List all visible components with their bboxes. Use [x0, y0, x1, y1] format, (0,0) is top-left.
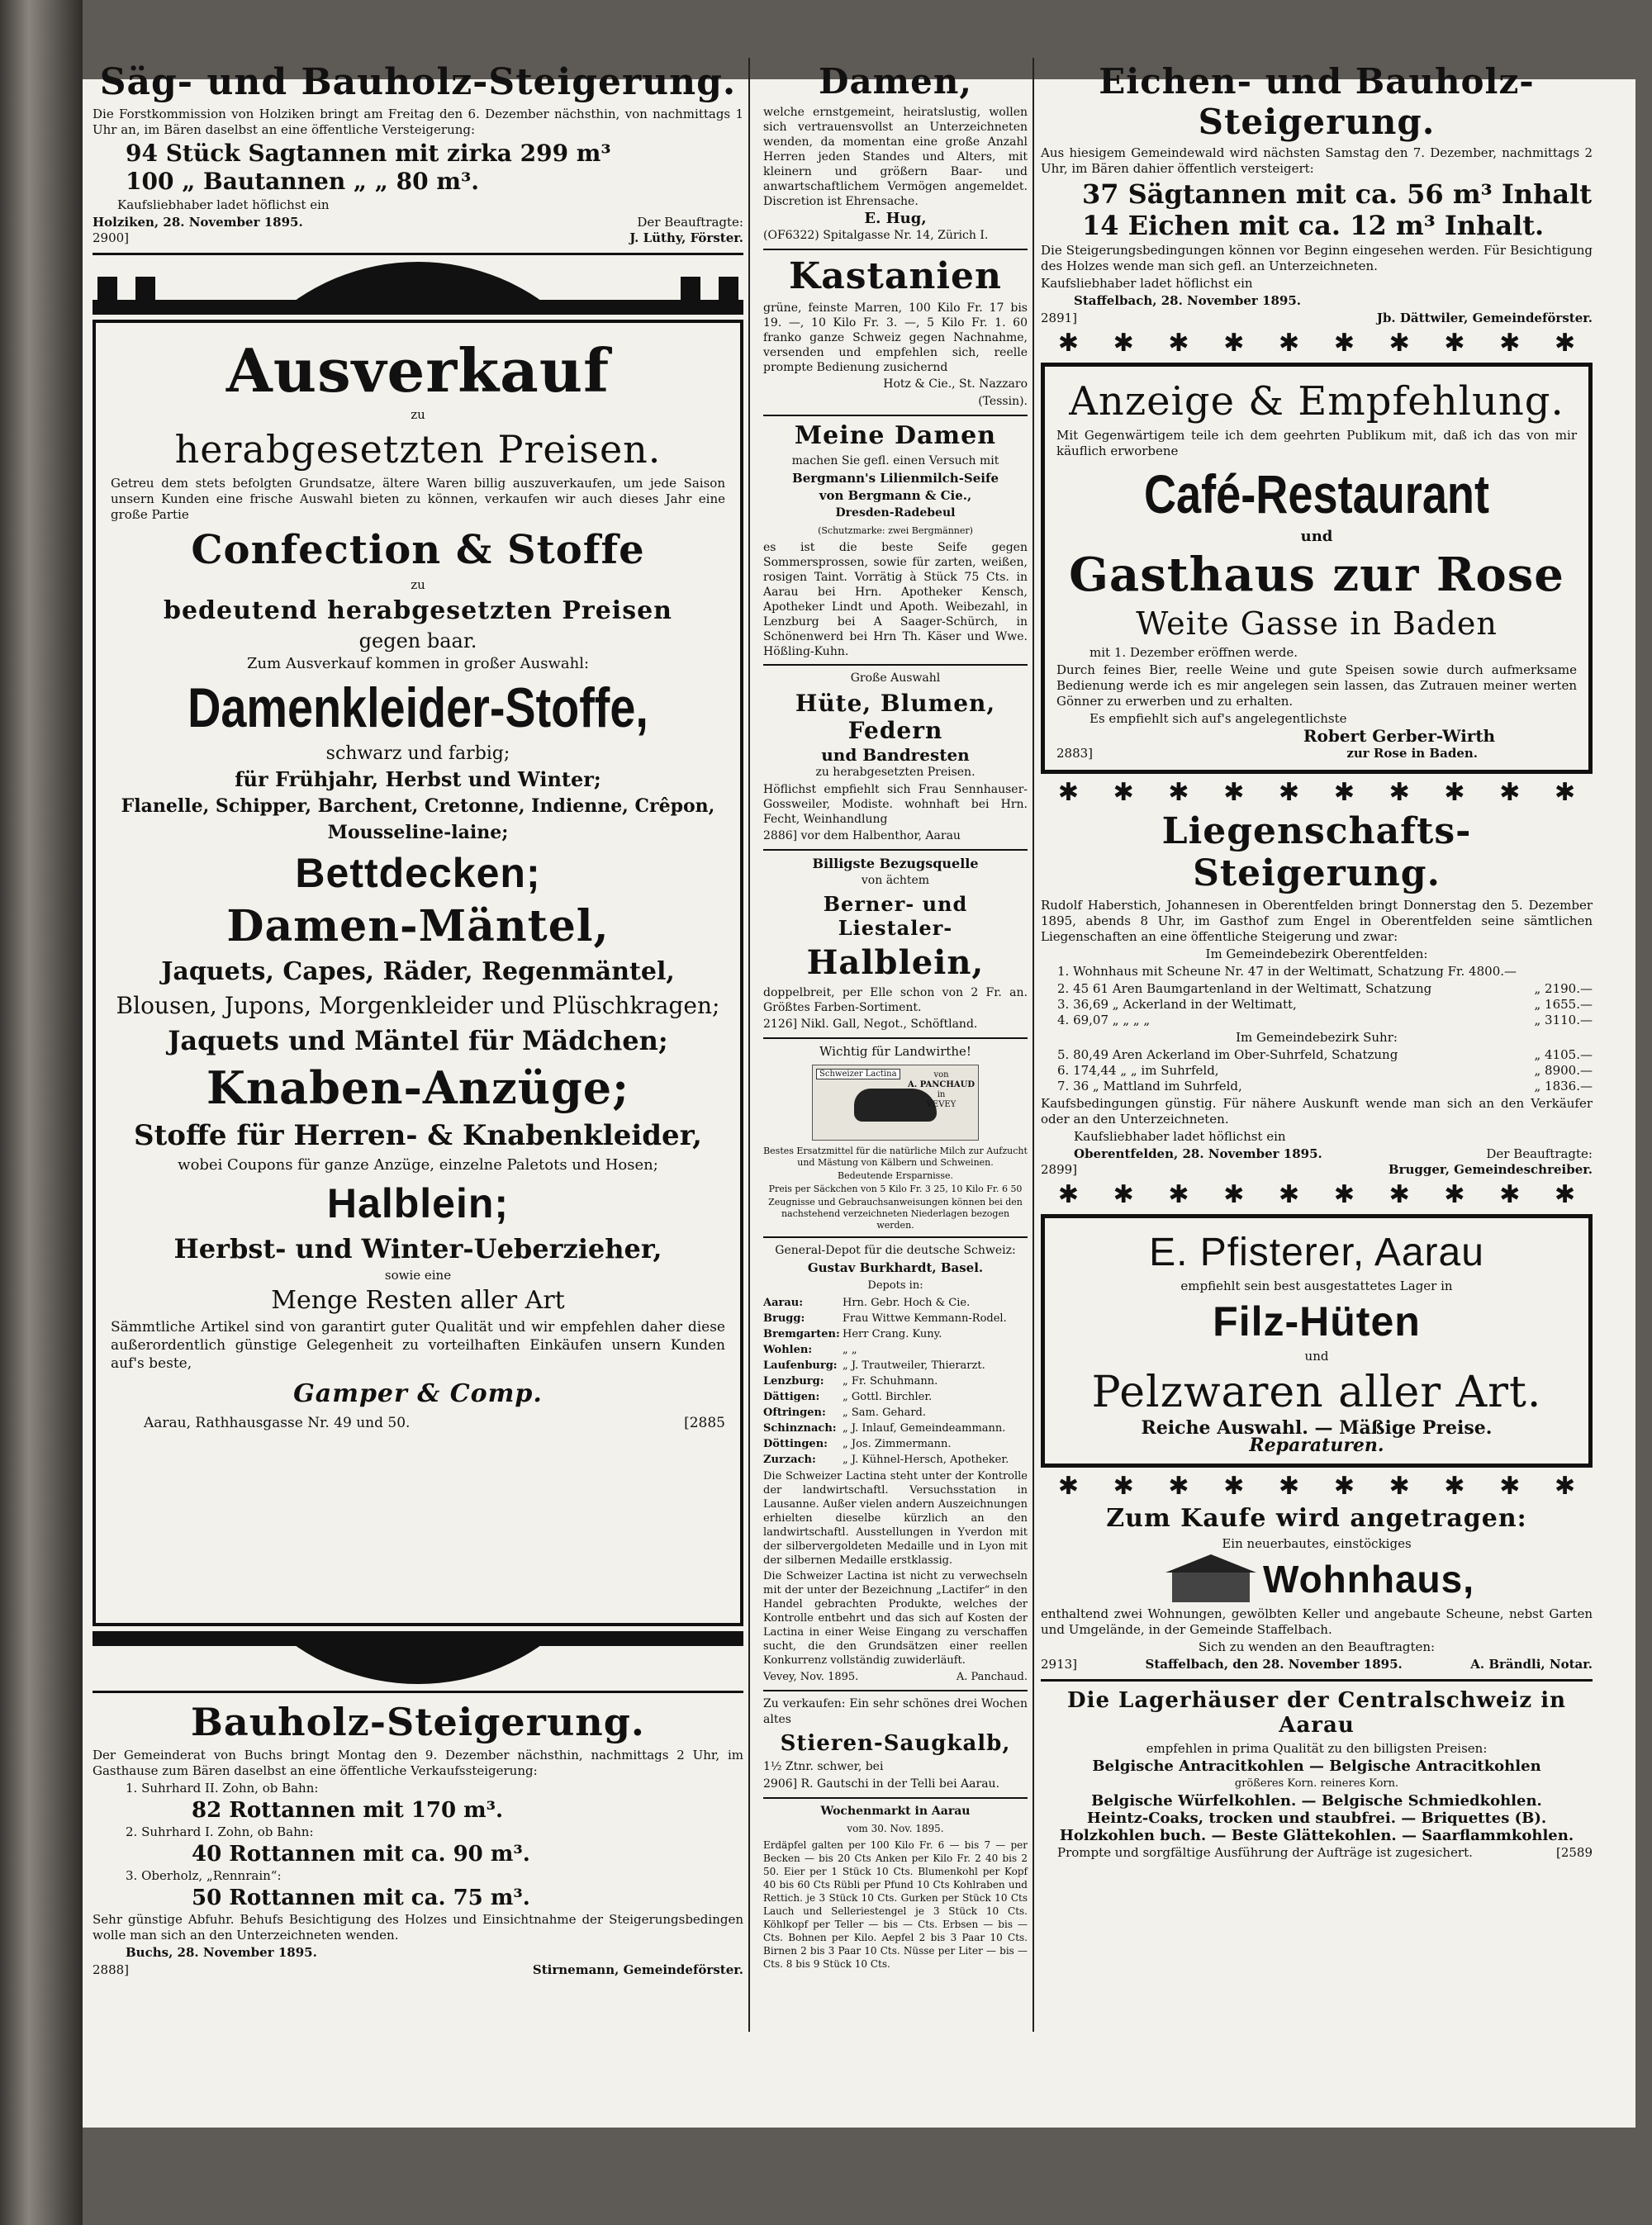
ad-text: Sehr günstige Abfuhr. Behufs Besichtigung des Holzes und Einsichtnahme der Steigerungsbedingen wolle man sich an den Unterzeichneten wenden.: [93, 1912, 743, 1943]
ad-row: 3. 36,69 „ Ackerland in der Weltimatt,: [1057, 997, 1297, 1012]
ad-text: mit 1. Dezember eröffnen werde.: [1089, 645, 1298, 660]
ad-text: Die Schweizer Lactina steht unter der Kontrolle der landwirtschaftl. Versuchsstation in Lausanne. Außer vielen andern Auszeichnungen erhielten dieselbe kürzlich an den landwirtschaftl. Ausstellungen in Yverdon mit der silbervergoldeten Medaille und in Lyon mit der silbernen Medaille erstklassig.: [763, 1470, 1028, 1567]
divider: [93, 1691, 743, 1693]
wochenmarkt: [763, 1804, 1028, 1971]
ad-meine-damen: [763, 421, 1028, 659]
depot-town: Bremgarten:: [763, 1328, 840, 1340]
ad-text: Aus hiesigem Gemeindewald wird nächsten Samstag den 7. Dezember, nachmittags 2 Uhr, im Bären dahier öffentlich versteigert:: [1041, 145, 1593, 176]
depot-row: [763, 1342, 1028, 1358]
ad-text: Ein neuerbautes, einstöckiges: [1222, 1536, 1412, 1551]
ornament-row: ✱ ✱ ✱ ✱ ✱ ✱ ✱ ✱ ✱ ✱: [1057, 1180, 1576, 1209]
depot-town: Lenzburg:: [763, 1375, 824, 1388]
ad-place: Holziken, 28. November 1895.: [93, 215, 303, 230]
ad-kastanien: [763, 255, 1028, 410]
ad-heading: Pelzwaren aller Art.: [1091, 1368, 1542, 1417]
ad-value: „ 8900.—: [1534, 1063, 1593, 1078]
ad-title: Anzeige & Empfehlung.: [1069, 378, 1564, 425]
ad-row: 4. 69,07 „ „ „ „: [1057, 1013, 1151, 1027]
ad-title: Wochenmarkt in Aarau: [820, 1805, 971, 1818]
ad-signer: A. Panchaud.: [956, 1671, 1028, 1683]
ad-signer: A. Brändli, Notar.: [1470, 1657, 1593, 1672]
depot-town: Laufenburg:: [763, 1359, 838, 1372]
ad-heading: Wohnhaus,: [1262, 1558, 1475, 1601]
ad-number: 2126] Nikl. Gall, Negot., Schöftland.: [763, 1018, 978, 1031]
book-spine: [0, 0, 83, 2225]
ad-title: Liegenschafts-Steigerung.: [1161, 810, 1472, 894]
ad-text: Gustav Burkhardt, Basel.: [807, 1260, 984, 1275]
ad-line: Belgische Antracitkohlen — Belgische Antracitkohlen: [1092, 1758, 1541, 1775]
ad-text: Menge Resten aller Art: [271, 1286, 565, 1315]
ad-item: 1. Suhrhard II. Zohn, ob Bahn:: [126, 1781, 319, 1796]
ad-text: Blousen, Jupons, Morgenkleider und Plüschkragen;: [116, 992, 720, 1019]
ad-line: Holzkohlen buch. — Beste Glättekohlen. — Saarflammkohlen.: [1059, 1827, 1574, 1844]
depot-agent: „ Fr. Schuhmann.: [843, 1375, 938, 1388]
depot-town: Aarau:: [763, 1297, 804, 1309]
ad-title: Hüte, Blumen, Federn: [795, 690, 996, 744]
ad-text: Sich zu wenden an den Beauftragten:: [1198, 1639, 1436, 1654]
ad-number: 2883]: [1056, 746, 1094, 761]
ad-text: Rudolf Haberstich, Johannesen in Oberentfelden bringt Donnerstag den 5. Dezember 1895, abends 8 Uhr, im Gasthof zum Engel in Oberentfelden seine sämtlichen Liegenschaften an eine öffentliche Steigerung und zwar:: [1041, 898, 1593, 944]
ornament-row: ✱ ✱ ✱ ✱ ✱ ✱ ✱ ✱ ✱ ✱: [1057, 778, 1576, 807]
ad-text: Erdäpfel galten per 100 Kilo Fr. 6 — bis 7 — per Becken — bis 20 Cts Anken per Kilo Fr. 2 40 bis 2 50. Eier per 1 Stück 10 Cts. Blumenkohl per Kopf 40 bis 60 Cts Rübli per Pfund 10 Cts Kohlraben und Rettich. je 3 Stück 10 Cts. Gurken per Stück 10 Cts Lauch und Selleriestengel je 3 Stück 10 Cts. Köhlkopf per Teller — bis — Cts. Erbsen — bis — Cts. Bohnen per Kilo. Aepfel 2 bis 3 Paar 10 Cts. Birnen 2 bis 3 Paar 10 Cts. Nüsse per Liter — bis — Cts. 8 bis 9 Stück 10 Cts.: [763, 1839, 1028, 1970]
ad-text: und Bandresten: [821, 745, 970, 765]
ad-address: Aarau, Rathhausgasse Nr. 49 und 50.: [144, 1415, 411, 1431]
ad-text: empfiehlt sein best ausgestattetes Lager in: [1180, 1279, 1453, 1293]
ad-text: von ächtem: [861, 874, 930, 887]
ad-place: Oberentfelden, 28. November 1895.: [1074, 1146, 1322, 1161]
arch-ornament: [93, 1631, 743, 1684]
ad-text: und: [1304, 1349, 1329, 1364]
ad-heading: Confection & Stoffe: [191, 527, 645, 573]
ad-firm: Gamper & Comp.: [293, 1379, 543, 1408]
depot-agent: „ Jos. Zimmermann.: [843, 1438, 952, 1450]
ad-eichen: [1041, 61, 1593, 326]
ad-text: Bergmann's Lilienmilch-Seife: [792, 471, 999, 486]
ad-line: 40 Rottannen mit ca. 90 m³.: [192, 1842, 530, 1867]
depot-agent: Herr Crang. Kuny.: [843, 1328, 942, 1340]
ad-title: Säg- und Bauholz-Steigerung.: [99, 61, 737, 103]
ad-text: Im Gemeindebezirk Oberentfelden:: [1205, 946, 1428, 961]
ad-heading: Filz-Hüten: [1213, 1298, 1421, 1345]
ad-text: Die Forstkommission von Holziken bringt am Freitag den 6. Dezember nächsthin, von nachmittags 1 Uhr an, im Bären daselbst an eine öffentliche Versteigerung:: [93, 107, 743, 137]
depot-agent: „ Sam. Gehard.: [843, 1407, 926, 1419]
ad-value: „ 2190.—: [1534, 981, 1593, 996]
ad-heading: Knaben-Anzüge;: [206, 1061, 630, 1114]
divider: [763, 1236, 1028, 1238]
ad-heading: Café-Restaurant: [1143, 463, 1490, 524]
divider: [763, 1690, 1028, 1691]
ad-text: Durch feines Bier, reelle Weine und gute Speisen sowie durch aufmerksame Bedienung werde ich es mir angelegen sein lassen, das Zutrauen meiner werten Gönner zu erwerben und zu erhalten.: [1056, 662, 1577, 709]
ad-place: (Tessin).: [978, 395, 1028, 408]
depot-row: [763, 1358, 1028, 1373]
ad-text: Jaquets und Mäntel für Mädchen;: [168, 1025, 668, 1056]
ad-text: gegen baar.: [358, 629, 477, 652]
divider: [763, 1797, 1028, 1799]
ad-text: Getreu dem stets befolgten Grundsatze, ältere Waren billig auszuverkaufen, um jede Saison unsern Kunden eine frische Auswahl bieten zu können, verkaufen wir auch dieses Jahr eine große Partie: [111, 476, 725, 522]
ad-row: 6. 174,44 „ „ im Suhrfeld,: [1057, 1063, 1219, 1078]
depot-agent: „ Gottl. Birchler.: [843, 1391, 933, 1403]
ad-text: machen Sie gefl. einen Versuch mit: [791, 454, 999, 467]
ad-title: Ausverkauf: [225, 335, 610, 406]
ad-text: Die Schweizer Lactina ist nicht zu verwechseln mit der unter der Bezeichnung „Lactifer“ in den Handel gebrachten Produkte, welches der Kontrolle entbehrt und das sich auf Kosten der Lactina in einer Weise Eingang zu verschaffen sucht, die den Grundsätzen einer reellen Konkurrenz vollständig zuwiderläuft.: [763, 1570, 1028, 1667]
ad-number: 2900]: [93, 230, 130, 245]
ad-title: Kastanien: [788, 255, 1003, 297]
ad-text: sowie eine: [384, 1268, 452, 1283]
ad-title: Meine Damen: [794, 421, 997, 450]
ad-text: Zum Ausverkauf kommen in großer Auswahl:: [246, 655, 590, 672]
ad-value: „ 1836.—: [1534, 1079, 1593, 1094]
ad-text: in: [937, 1090, 946, 1099]
depot-town: Wohlen:: [763, 1344, 813, 1356]
depot-town: Döttingen:: [763, 1438, 828, 1450]
ad-text: Der Gemeinderat von Buchs bringt Montag den 9. Dezember nächsthin, nachmittags 2 Uhr, im Gasthause zum Bären daselbst an eine öffentliche Verkaufssteigerung:: [93, 1748, 743, 1778]
ad-lagerhaeuser: [1041, 1688, 1593, 1861]
ad-place: zur Rose in Baden.: [1346, 746, 1478, 761]
ad-line: Heintz-Coaks, trocken und staubfrei. — Briquettes (B).: [1086, 1810, 1547, 1827]
ad-text: Kaufsbedingungen günstig. Für nähere Auskunft wende man sich an den Verkäufer oder an den Unterzeichneten.: [1041, 1096, 1593, 1127]
ad-text: Mousseline-laine;: [327, 822, 509, 843]
ad-text: für Frühjahr, Herbst und Winter;: [235, 767, 601, 791]
ad-number: 2913]: [1041, 1657, 1078, 1672]
ad-heading: Weite Gasse in Baden: [1136, 605, 1498, 642]
ad-text: grüne, feinste Marren, 100 Kilo Fr. 17 bis 19. —, 10 Kilo Fr. 3. —, 5 Kilo Fr. 1. 60 franko ganze Schweiz gegen Nachnahme, versenden und empfehlen sich, reelle prompte Bedienung zusichernd: [763, 301, 1028, 374]
ad-title: Bauholz-Steigerung.: [191, 1700, 645, 1744]
ad-line: größeres Korn. reineres Korn.: [1234, 1777, 1399, 1790]
ad-heading: bedeutend herabgesetzten Preisen: [163, 596, 672, 625]
ad-title: Eichen- und Bauholz-Steigerung.: [1099, 61, 1535, 142]
column-rule: [748, 58, 750, 2032]
ad-text: schwarz und farbig;: [325, 743, 510, 764]
ad-line: 100 „ Bautannen „ „ 80 m³.: [126, 168, 479, 195]
ad-text: Mit Gegenwärtigem teile ich dem geehrten Publikum mit, daß ich das von mir käuflich erworbene: [1056, 428, 1577, 458]
depot-agent: Hrn. Gebr. Hoch & Cie.: [843, 1297, 971, 1309]
ad-heading: Halblein,: [806, 943, 985, 982]
ad-row: 2. 45 61 Aren Baumgartenland in der Weltimatt, Schatzung: [1057, 981, 1432, 996]
ad-title: E. Pfisterer, Aarau: [1149, 1231, 1484, 1274]
ad-line: Belgische Würfelkohlen. — Belgische Schmiedkohlen.: [1091, 1792, 1542, 1810]
depot-list: [763, 1295, 1028, 1468]
ad-lactina: [763, 1044, 1028, 1685]
ornament-row: ✱ ✱ ✱ ✱ ✱ ✱ ✱ ✱ ✱ ✱: [1057, 329, 1576, 358]
column-1: [93, 58, 743, 1978]
column-2: [763, 58, 1028, 1972]
ad-number: 2899]: [1041, 1162, 1078, 1177]
ad-heading: Gasthaus zur Rose: [1069, 548, 1564, 602]
divider: [763, 664, 1028, 666]
ad-saeg-steigerung: [93, 61, 743, 246]
ad-signer: J. Lüthy, Förster.: [629, 230, 743, 245]
ad-text: zu herabgesetzten Preisen.: [815, 766, 976, 779]
arch-ornament: [93, 262, 743, 315]
depot-row: [763, 1436, 1028, 1452]
ad-name: E. Hug,: [864, 210, 927, 227]
divider: [1041, 1679, 1593, 1682]
ad-address: (OF6322) Spitalgasse Nr. 14, Zürich I.: [763, 229, 989, 242]
ad-text: Die Steigerungsbedingungen können vor Beginn eingesehen werden. Für Besichtigung des Holzes wende man sich gefl. an Unterzeichneten.: [1041, 243, 1593, 273]
divider: [93, 253, 743, 255]
ad-title: Damen,: [819, 61, 972, 102]
ad-text: Im Gemeindebezirk Suhr:: [1236, 1030, 1398, 1045]
ad-text: Stoffe für Herren- & Knabenkleider,: [134, 1119, 702, 1152]
ad-line: 37 Sägtannen mit ca. 56 m³ Inhalt: [1082, 178, 1592, 210]
ad-heading: Damenkleider-Stoffe,: [188, 676, 648, 739]
ad-number: 2891]: [1041, 311, 1078, 325]
column-rule: [1032, 58, 1034, 2032]
ad-title: Stieren-Saugkalb,: [780, 1731, 1011, 1756]
ad-text: Kaufsliebhaber ladet höflichst ein: [1041, 276, 1253, 291]
ad-title: Die Lagerhäuser der Centralschweiz in Aarau: [1067, 1688, 1566, 1738]
ad-title: Billigste Bezugsquelle: [812, 856, 979, 871]
ad-text: General-Depot für die deutsche Schweiz:: [775, 1244, 1016, 1257]
depot-town: Zurzach:: [763, 1454, 816, 1466]
ad-number: 2886] vor dem Halbenthor, Aarau: [763, 829, 961, 842]
ad-damen: [763, 61, 1028, 244]
ad-text: Prompte und sorgfältige Ausführung der Aufträge ist zugesichert.: [1057, 1845, 1473, 1860]
ad-signer: Jb. Dättwiler, Gemeindeförster.: [1376, 311, 1593, 325]
ad-liegenschaft: [1041, 810, 1593, 1178]
ad-text: Kaufsliebhaber ladet höflichst ein: [117, 197, 330, 212]
ad-text: A. PANCHAUD: [908, 1080, 975, 1089]
depot-row: [763, 1295, 1028, 1311]
ad-billigste: [763, 856, 1028, 1032]
ad-row: 7. 36 „ Mattland im Suhrfeld,: [1057, 1079, 1242, 1094]
ad-text: VEVEY: [926, 1100, 957, 1109]
ad-number: [2589: [1555, 1845, 1593, 1860]
depot-agent: Frau Wittwe Kemmann-Rodel.: [843, 1312, 1007, 1325]
ad-text: Herbst- und Winter-Ueberzieher,: [173, 1233, 662, 1264]
ad-text: Dresden-Radebeul: [835, 506, 956, 519]
ornament-row: ✱ ✱ ✱ ✱ ✱ ✱ ✱ ✱ ✱ ✱: [1057, 1472, 1576, 1501]
ad-line: 50 Rottannen mit ca. 75 m³.: [192, 1886, 530, 1910]
ad-text: Zu verkaufen: Ein sehr schönes drei Wochen altes: [763, 1697, 1028, 1726]
column-3: [1041, 58, 1593, 1861]
ad-ausverkauf: [93, 320, 743, 1626]
ad-text: Zeugnisse und Gebrauchsanweisungen können bei den nachstehend verzeichneten Niederlagen bezogen werden.: [768, 1197, 1023, 1231]
divider: [763, 1037, 1028, 1039]
ad-value: „ 4105.—: [1534, 1047, 1593, 1062]
house-illustration: [1165, 1554, 1256, 1604]
divider: [763, 849, 1028, 851]
ad-item: 3. Oberholz, „Rennrain“:: [126, 1868, 282, 1883]
ad-text: zu: [411, 407, 425, 422]
ad-text: wobei Coupons für ganze Anzüge, einzelne Paletots und Hosen;: [178, 1156, 658, 1174]
ad-text: empfehlen in prima Qualität zu den billigsten Preisen:: [1146, 1741, 1488, 1756]
ad-stieren: [763, 1696, 1028, 1792]
ad-place: Staffelbach, 28. November 1895.: [1074, 293, 1302, 308]
ad-text: Höflichst empfiehlt sich Frau Sennhauser-Gossweiler, Modiste. wohnhaft bei Hrn. Fecht, Weinhandlung: [763, 783, 1028, 826]
ad-text: Reiche Auswahl. — Mäßige Preise.: [1141, 1417, 1493, 1439]
ad-text: 1½ Ztnr. schwer, bei: [763, 1760, 884, 1773]
product-label: Schweizer Lactina: [816, 1069, 900, 1079]
ad-heading: Berner- und Liestaler-: [823, 892, 968, 940]
ad-text: Depots in:: [867, 1279, 923, 1292]
ad-anzeige: [1041, 363, 1593, 774]
ad-text: Sämmtliche Artikel sind von garantirt guter Qualität und wir empfehlen daher diese außerordentlich günstige Gelegenheit zu vorteilhaften Einkäufen unsern Kunden auf's beste,: [111, 1319, 725, 1372]
depot-town: Dättigen:: [763, 1391, 820, 1403]
depot-agent: „ J. Kühnel-Hersch, Apotheker.: [843, 1454, 1009, 1466]
ad-row: 1. Wohnhaus mit Scheune Nr. 47 in der Weltimatt, Schatzung Fr. 4800.—: [1057, 964, 1517, 979]
divider: [763, 249, 1028, 250]
ad-heading: Bettdecken;: [295, 850, 541, 896]
ad-row: 5. 80,49 Aren Ackerland im Ober-Suhrfeld, Schatzung: [1057, 1047, 1398, 1062]
depot-agent: „ J. Trautweiler, Thierarzt.: [843, 1359, 985, 1372]
ad-beauftragte: Der Beauftragte:: [1486, 1146, 1593, 1161]
ad-text: es ist die beste Seife gegen Sommersprossen, sowie für zarten, weißen, rosigen Taint. Vorrätig à Stück 75 Cts. in Aarau bei Hrn. Apotheker Kensch, Apotheker Lindt und Apoth. Weibezahl, in Lenzburg bei A Saager-Schürch, in Schönenwerd bei Hrn Th. Käser und Wwe. Hößling-Kuhn.: [763, 541, 1028, 658]
ad-place: Staffelbach, den 28. November 1895.: [1145, 1657, 1403, 1672]
ad-heading: Halblein;: [326, 1180, 510, 1226]
ad-text: Preis per Säckchen von 5 Kilo Fr. 3 25, 10 Kilo Fr. 6 50: [768, 1184, 1023, 1194]
ad-beauftragte: Der Beauftragte:: [637, 215, 743, 230]
ad-number: 2888]: [93, 1962, 130, 1977]
ad-value: „ 1655.—: [1534, 997, 1593, 1012]
ad-bauholz-steigerung: [93, 1700, 743, 1978]
ad-text: und: [1300, 528, 1333, 545]
ad-line: 94 Stück Sagtannen mit zirka 299 m³: [126, 140, 611, 167]
ad-text: Flanelle, Schipper, Barchent, Cretonne, Indienne, Crêpon,: [121, 795, 715, 817]
ad-text: vom 30. Nov. 1895.: [847, 1823, 944, 1834]
ad-wohnhaus: [1041, 1504, 1593, 1672]
ad-subtitle: herabgesetzten Preisen.: [174, 427, 662, 472]
ad-value: „ 3110.—: [1534, 1013, 1593, 1027]
ad-huete: [763, 671, 1028, 844]
ad-name: Robert Gerber-Wirth: [1303, 726, 1496, 746]
depot-row: [763, 1405, 1028, 1421]
ad-signer: Brugger, Gemeindeschreiber.: [1388, 1162, 1593, 1177]
depot-row: [763, 1421, 1028, 1436]
ad-heading: Damen-Mäntel,: [226, 901, 610, 951]
depot-row: [763, 1452, 1028, 1468]
ad-text: Große Auswahl: [850, 671, 941, 685]
depot-agent: „ „: [843, 1344, 857, 1356]
ad-title: Wichtig für Landwirthe!: [819, 1044, 971, 1059]
ad-text: Kaufsliebhaber ladet höflichst ein: [1074, 1129, 1286, 1144]
ad-text: enthaltend zwei Wohnungen, gewölbten Keller und angebaute Scheune, nebst Garten und Umgelände, in der Gemeinde Staffelbach.: [1041, 1606, 1593, 1637]
ad-text: von Bergmann & Cie.,: [819, 488, 972, 503]
depot-row: [763, 1389, 1028, 1405]
ad-text: von: [933, 1070, 949, 1079]
depot-row: [763, 1311, 1028, 1326]
ad-text: Bedeutende Ersparnisse.: [838, 1170, 953, 1181]
ad-place: Buchs, 28. November 1895.: [126, 1945, 317, 1960]
ad-title: Zum Kaufe wird angetragen:: [1106, 1504, 1527, 1533]
ad-line: 14 Eichen mit ca. 12 m³ Inhalt.: [1082, 210, 1545, 241]
ad-text: Reparaturen.: [1249, 1435, 1384, 1456]
ad-text: zu: [411, 577, 425, 592]
ad-item: 2. Suhrhard I. Zohn, ob Bahn:: [126, 1824, 314, 1839]
ad-text: Bestes Ersatzmittel für die natürliche Milch zur Aufzucht und Mästung von Kälbern und Schweinen.: [763, 1146, 1028, 1168]
ad-signer: Stirnemann, Gemeindeförster.: [532, 1962, 743, 1977]
depot-town: Brugg:: [763, 1312, 805, 1325]
ad-pfisterer: [1041, 1214, 1593, 1468]
ad-number: 2906] R. Gautschi in der Telli bei Aarau.: [763, 1777, 1000, 1791]
depot-town: Oftringen:: [763, 1407, 826, 1419]
ad-text: Jaquets, Capes, Räder, Regenmäntel,: [161, 957, 675, 986]
ad-line: 82 Rottannen mit 170 m³.: [192, 1798, 504, 1823]
depot-row: [763, 1326, 1028, 1342]
cow-illustration: [812, 1065, 979, 1141]
ad-number: [2885: [684, 1415, 725, 1431]
depot-row: [763, 1373, 1028, 1389]
divider: [763, 415, 1028, 416]
ad-text: Es empfiehlt sich auf's angelegentlichste: [1089, 711, 1347, 726]
ad-place: Vevey, Nov. 1895.: [763, 1671, 859, 1683]
depot-town: Schinznach:: [763, 1422, 837, 1435]
ad-text: (Schutzmarke: zwei Bergmänner): [818, 525, 973, 536]
depot-agent: „ J. Inlauf, Gemeindeammann.: [843, 1422, 1006, 1435]
ad-text: doppelbreit, per Elle schon von 2 Fr. an. Größtes Farben-Sortiment.: [763, 986, 1028, 1014]
ad-text: welche ernstgemeint, heiratslustig, wollen sich vertrauensvollst an Unterzeichneten wenden, da momentan eine große Anzahl Herren jeden Standes und Alters, mit kleinern und größern Baar- und anwartschaftlichem Vermögen angemeldet. Discretion ist Ehrensache.: [763, 106, 1028, 208]
ad-firm: Hotz & Cie., St. Nazzaro: [883, 377, 1028, 391]
